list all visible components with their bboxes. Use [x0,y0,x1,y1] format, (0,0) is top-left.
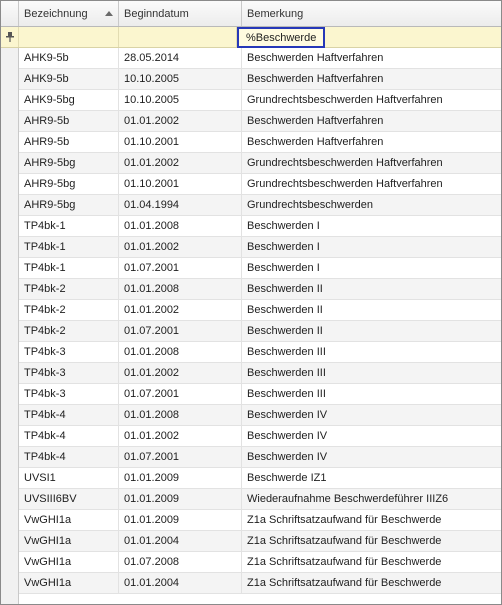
cell-beginndatum[interactable]: 01.01.2009 [119,510,242,530]
cell-beginndatum[interactable]: 01.01.2002 [119,426,242,446]
cell-bemerkung[interactable]: Grundrechtsbeschwerden [247,199,373,211]
cell-beginndatum[interactable]: 01.07.2001 [119,384,242,404]
cell-beginndatum[interactable]: 01.01.2008 [119,342,242,362]
pin-icon [6,32,14,42]
column-header-bezeichnung[interactable] [19,1,119,26]
table-row[interactable] [19,510,501,531]
cell-beginndatum[interactable]: 01.01.2002 [119,153,242,173]
cell-beginndatum[interactable]: 28.05.2014 [119,48,242,68]
table-row[interactable] [19,195,501,216]
cell-beginndatum[interactable]: 01.07.2001 [119,447,242,467]
column-header-beginndatum[interactable] [119,1,242,26]
cell-bezeichnung[interactable]: AHK9-5bg [19,90,119,110]
cell-bezeichnung[interactable]: TP4bk-4 [19,426,119,446]
cell-bezeichnung[interactable]: TP4bk-2 [19,300,119,320]
cell-bezeichnung[interactable]: TP4bk-2 [19,321,119,341]
cell-bezeichnung[interactable]: VwGHI1a [19,510,119,530]
cell-bezeichnung[interactable]: AHR9-5b [19,111,119,131]
cell-bezeichnung[interactable]: AHR9-5bg [19,174,119,194]
cell-bezeichnung[interactable]: UVSIII6BV [19,489,119,509]
cell-beginndatum[interactable]: 01.01.2004 [119,573,242,593]
table-row[interactable] [19,426,501,447]
table-row[interactable] [19,384,501,405]
table-row[interactable] [19,153,501,174]
table-row[interactable] [19,48,501,69]
cell-bemerkung[interactable]: Beschwerden Haftverfahren [247,136,384,148]
cell-beginndatum[interactable]: 01.01.2008 [119,405,242,425]
table-row[interactable] [19,132,501,153]
cell-bemerkung[interactable]: Z1a Schriftsatzaufwand für Beschwerde [247,556,442,568]
cell-beginndatum[interactable]: 01.01.2009 [119,468,242,488]
cell-bemerkung[interactable]: Grundrechtsbeschwerden Haftverfahren [247,94,443,106]
cell-bezeichnung[interactable]: AHR9-5bg [19,153,119,173]
cell-bemerkung[interactable]: Beschwerden IV [247,409,328,421]
table-row[interactable] [19,111,501,132]
cell-beginndatum[interactable]: 01.01.2008 [119,216,242,236]
cell-beginndatum[interactable]: 01.01.2002 [119,237,242,257]
cell-bezeichnung[interactable]: TP4bk-1 [19,237,119,257]
table-row[interactable] [19,363,501,384]
cell-beginndatum[interactable]: 01.10.2001 [119,132,242,152]
cell-bemerkung[interactable]: Beschwerden III [247,367,326,379]
table-row[interactable] [19,258,501,279]
filter-input-bemerkung[interactable] [237,27,325,48]
cell-bezeichnung[interactable]: TP4bk-3 [19,342,119,362]
cell-bemerkung[interactable]: Beschwerden III [247,346,326,358]
table-row[interactable] [19,237,501,258]
table-row[interactable] [19,300,501,321]
cell-bezeichnung[interactable]: TP4bk-2 [19,279,119,299]
cell-bezeichnung[interactable]: AHR9-5bg [19,195,119,215]
cell-beginndatum[interactable]: 01.07.2008 [119,552,242,572]
column-header-bemerkung[interactable] [242,1,501,26]
table-row[interactable] [19,447,501,468]
cell-bezeichnung[interactable]: VwGHI1a [19,552,119,572]
cell-bezeichnung[interactable]: TP4bk-3 [19,384,119,404]
column-header-label: Bezeichnung [24,8,88,20]
cell-bemerkung[interactable]: Beschwerden Haftverfahren [247,73,384,85]
cell-beginndatum[interactable]: 01.10.2001 [119,174,242,194]
cell-beginndatum[interactable]: 01.01.2002 [119,363,242,383]
cell-bemerkung[interactable]: Beschwerden I [247,241,320,253]
table-row[interactable] [19,69,501,90]
cell-beginndatum[interactable]: 01.07.2001 [119,258,242,278]
cell-beginndatum[interactable]: 01.07.2001 [119,321,242,341]
table-row[interactable] [19,405,501,426]
cell-bezeichnung[interactable]: TP4bk-1 [19,258,119,278]
cell-bemerkung[interactable]: Beschwerden Haftverfahren [247,52,384,64]
cell-bemerkung[interactable]: Grundrechtsbeschwerden Haftverfahren [247,178,443,190]
column-header-label: Bemerkung [247,8,304,20]
cell-bezeichnung[interactable]: UVSI1 [19,468,119,488]
cell-beginndatum[interactable]: 01.01.2002 [119,111,242,131]
filter-cell-bezeichnung[interactable] [19,27,119,47]
cell-bezeichnung[interactable]: AHR9-5b [19,132,119,152]
cell-bemerkung[interactable]: Beschwerden IV [247,451,328,463]
table-row[interactable] [19,342,501,363]
row-indicator-column [1,48,19,604]
table-row[interactable] [19,216,501,237]
table-row[interactable] [19,531,501,552]
cell-beginndatum[interactable]: 01.04.1994 [119,195,242,215]
table-row[interactable] [19,279,501,300]
sort-ascending-icon[interactable] [105,11,113,16]
cell-bezeichnung[interactable]: AHK9-5b [19,48,119,68]
cell-beginndatum[interactable]: 01.01.2004 [119,531,242,551]
cell-bezeichnung[interactable]: VwGHI1a [19,573,119,593]
cell-bemerkung[interactable]: Beschwerden Haftverfahren [247,115,384,127]
cell-bezeichnung[interactable]: AHK9-5b [19,69,119,89]
cell-beginndatum[interactable]: 10.10.2005 [119,69,242,89]
header-indicator-cell [1,1,19,26]
cell-bemerkung[interactable]: Beschwerden IV [247,430,328,442]
cell-bemerkung[interactable]: Grundrechtsbeschwerden Haftverfahren [247,157,443,169]
cell-bemerkung[interactable]: Beschwerden III [247,388,326,400]
cell-beginndatum[interactable]: 01.01.2002 [119,300,242,320]
cell-bezeichnung[interactable]: TP4bk-1 [19,216,119,236]
column-header-label: Beginndatum [124,8,189,20]
filter-row-indicator [1,27,19,47]
auto-filter-row [1,27,501,48]
table-row[interactable] [19,174,501,195]
table-row[interactable] [19,321,501,342]
cell-bemerkung[interactable]: Z1a Schriftsatzaufwand für Beschwerde [247,514,442,526]
filter-cell-beginndatum[interactable] [119,27,237,47]
cell-bemerkung[interactable]: Beschwerden II [247,304,323,316]
cell-bemerkung[interactable]: Z1a Schriftsatzaufwand für Beschwerde [247,577,442,589]
cell-bemerkung[interactable]: Beschwerde IZ1 [247,472,327,484]
table-row[interactable] [19,468,501,489]
cell-bezeichnung[interactable]: VwGHI1a [19,531,119,551]
table-row[interactable] [19,573,501,594]
column-header-row [1,1,501,27]
cell-bemerkung[interactable]: Beschwerden II [247,325,323,337]
cell-bemerkung[interactable]: Beschwerden I [247,220,320,232]
cell-bezeichnung[interactable]: TP4bk-4 [19,405,119,425]
cell-bezeichnung[interactable]: TP4bk-4 [19,447,119,467]
table-row[interactable] [19,489,501,510]
cell-bemerkung[interactable]: Beschwerden I [247,262,320,274]
cell-bemerkung[interactable]: Z1a Schriftsatzaufwand für Beschwerde [247,535,442,547]
cell-beginndatum[interactable]: 01.01.2008 [119,279,242,299]
cell-bemerkung[interactable]: Beschwerden II [247,283,323,295]
table-row[interactable] [19,90,501,111]
cell-beginndatum[interactable]: 01.01.2009 [119,489,242,509]
cell-bemerkung[interactable]: Wiederaufnahme Beschwerdeführer IIIZ6 [247,493,449,505]
table-row[interactable] [19,552,501,573]
cell-bezeichnung[interactable]: TP4bk-3 [19,363,119,383]
cell-beginndatum[interactable]: 10.10.2005 [119,90,242,110]
